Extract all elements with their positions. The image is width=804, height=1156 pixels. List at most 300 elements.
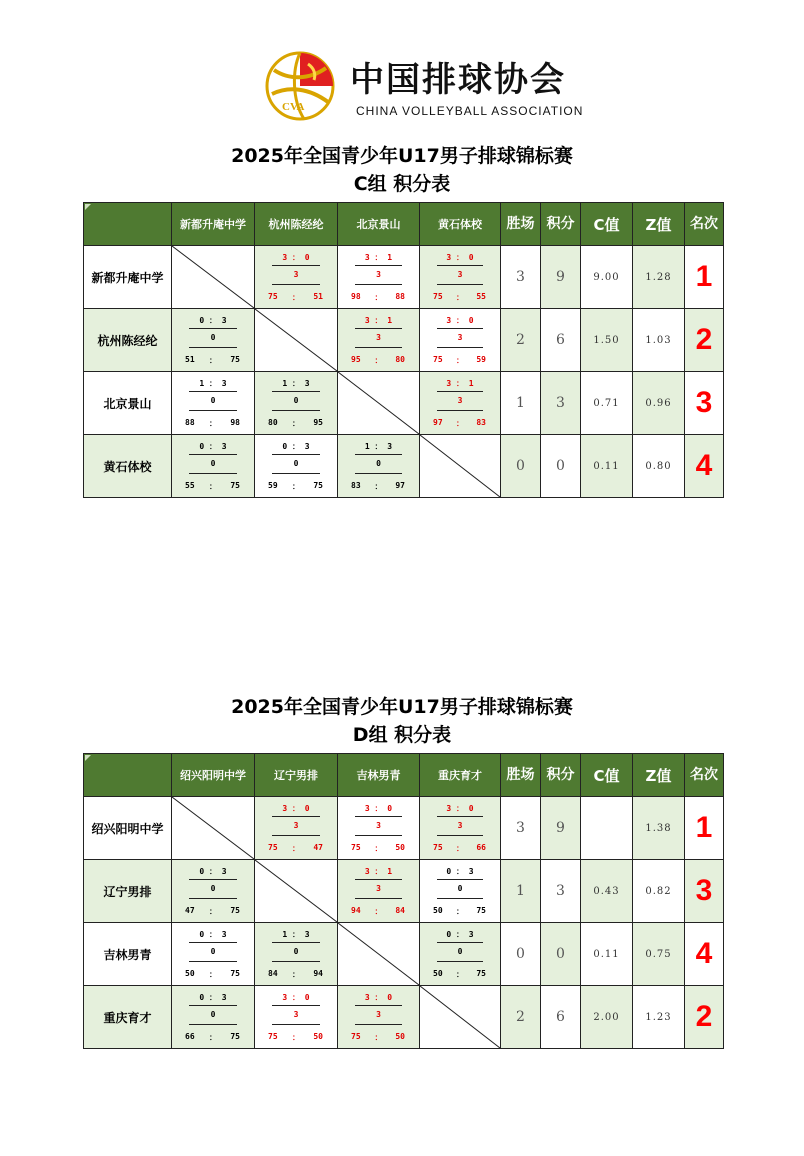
divider: [272, 1024, 320, 1025]
group-c-subtitle: C组 积分表: [353, 173, 451, 195]
self-match-cell: [172, 797, 255, 860]
match-result-cell: [172, 860, 255, 923]
rally-separator: ：: [292, 293, 300, 302]
set-score: 3 ： 1: [446, 379, 474, 388]
rally-points-against: 83: [476, 418, 486, 427]
set-score: 3 ： 0: [282, 253, 310, 262]
match-result: [338, 246, 419, 308]
corner-cell: [84, 754, 172, 797]
column-header-z-value: Z值: [633, 203, 685, 246]
divider: [355, 473, 402, 474]
rally-points-against: 75: [230, 355, 240, 364]
set-score: 0 ： 3: [199, 930, 227, 939]
rally-points-for: 50: [185, 969, 195, 978]
rally-points-against: 75: [313, 481, 323, 490]
match-points: 0: [210, 459, 216, 468]
set-score: 1 ： 3: [364, 442, 393, 451]
rally-points-against: 95: [313, 418, 323, 427]
set-score: 1 ： 3: [282, 930, 310, 939]
column-header-team: 辽宁男排: [255, 754, 338, 797]
column-header-rank: 名次: [685, 203, 724, 246]
logo-english-text: CHINA VOLLEYBALL ASSOCIATION: [356, 104, 584, 118]
match-points: 3: [376, 1010, 381, 1019]
rally-points-for: 75: [433, 292, 443, 301]
divider: [437, 942, 483, 943]
divider: [355, 879, 402, 880]
wins-value: 3: [501, 797, 541, 860]
match-points: 0: [376, 459, 381, 468]
divider: [272, 835, 320, 836]
rally-separator: ：: [292, 1033, 300, 1042]
match-result: [338, 860, 419, 922]
self-match-cell: [338, 923, 420, 986]
match-points: 0: [293, 459, 299, 468]
match-points: 0: [210, 396, 216, 405]
column-header-team: 杭州陈经纶: [255, 203, 338, 246]
column-header-c-value: C值: [581, 203, 633, 246]
c-value: 9.00: [581, 246, 633, 309]
divider: [355, 1005, 402, 1006]
divider: [272, 942, 320, 943]
rally-separator: ：: [456, 907, 464, 916]
rank-value: 1: [685, 797, 724, 860]
set-score: 1 ： 3: [282, 379, 310, 388]
row-team-name: 黄石体校: [84, 435, 172, 498]
rally-points-for: 75: [268, 292, 278, 301]
set-score: 1 ： 3: [199, 379, 227, 388]
match-result: [172, 435, 254, 497]
table-row: [84, 923, 724, 986]
divider: [189, 473, 237, 474]
match-result-cell: [338, 309, 420, 372]
self-match-cell: [255, 860, 338, 923]
rally-separator: ：: [209, 970, 217, 979]
diagonal-line: [420, 986, 500, 1048]
match-points: 0: [210, 1010, 216, 1019]
match-points: 3: [293, 270, 299, 279]
rally-separator: ：: [292, 970, 300, 979]
rank-value: 2: [685, 309, 724, 372]
rally-points-for: 75: [433, 355, 443, 364]
diagonal-line: [255, 309, 337, 371]
match-result: [255, 923, 337, 985]
rally-points-against: 55: [476, 292, 486, 301]
row-team-name: 新都升庵中学: [84, 246, 172, 309]
rally-points-against: 88: [395, 292, 405, 301]
divider: [189, 1005, 237, 1006]
set-score: 0 ： 3: [199, 442, 227, 451]
rally-points-against: 75: [476, 969, 486, 978]
z-value: 0.96: [633, 372, 685, 435]
match-result: [255, 372, 337, 434]
rally-points-for: 75: [351, 843, 361, 852]
rally-points-against: 75: [230, 906, 240, 915]
volleyball-emblem-icon: [264, 50, 336, 122]
match-result: [338, 986, 419, 1048]
column-header-c-value: C值: [581, 754, 633, 797]
wins-value: 2: [501, 309, 541, 372]
match-result-cell: [338, 797, 420, 860]
row-team-name: 杭州陈经纶: [84, 309, 172, 372]
diagonal-line: [420, 435, 500, 497]
column-header-z-value: Z值: [633, 754, 685, 797]
match-points: 3: [376, 333, 381, 342]
self-match-cell: [172, 246, 255, 309]
rally-points-for: 75: [268, 843, 278, 852]
match-result-cell: [338, 860, 420, 923]
match-result-cell: [255, 435, 338, 498]
match-result: [420, 860, 500, 922]
z-value: 1.28: [633, 246, 685, 309]
divider: [355, 265, 402, 266]
match-points: 3: [457, 270, 463, 279]
divider: [437, 961, 483, 962]
set-score: 0 ： 3: [282, 442, 310, 451]
match-result-cell: [338, 986, 420, 1049]
rally-separator: ：: [209, 482, 217, 491]
points-value: 3: [541, 372, 581, 435]
diagonal-line: [338, 923, 419, 985]
divider: [189, 454, 237, 455]
match-result: [172, 860, 254, 922]
diagonal-line: [255, 860, 337, 922]
z-value: 1.38: [633, 797, 685, 860]
set-score: 0 ： 3: [199, 316, 227, 325]
row-team-name: 辽宁男排: [84, 860, 172, 923]
rally-points-for: 75: [351, 1032, 361, 1041]
self-match-cell: [420, 986, 501, 1049]
self-match-cell: [420, 435, 501, 498]
points-value: 9: [541, 246, 581, 309]
self-match-cell: [338, 372, 420, 435]
column-header-wins: 胜场: [501, 203, 541, 246]
divider: [355, 835, 402, 836]
points-value: 6: [541, 309, 581, 372]
match-result: [420, 246, 500, 308]
rally-separator: ：: [209, 1033, 217, 1042]
column-header-team: 重庆育才: [420, 754, 501, 797]
rally-points-for: 97: [433, 418, 443, 427]
rally-separator: ：: [292, 844, 300, 853]
divider: [437, 265, 483, 266]
rally-points-against: 97: [395, 481, 405, 490]
divider: [272, 265, 320, 266]
corner-cell: [84, 203, 172, 246]
rally-separator: ：: [456, 844, 464, 853]
row-team-name: 重庆育才: [84, 986, 172, 1049]
table-row: [84, 372, 724, 435]
set-score: 3 ： 0: [364, 804, 393, 813]
divider: [272, 391, 320, 392]
z-value: 1.03: [633, 309, 685, 372]
set-score: 0 ： 3: [446, 867, 474, 876]
match-points: 3: [376, 884, 381, 893]
c-value: 0.11: [581, 435, 633, 498]
points-value: 0: [541, 923, 581, 986]
rank-value: 1: [685, 246, 724, 309]
match-points: 0: [210, 333, 216, 342]
rally-points-against: 50: [313, 1032, 323, 1041]
rally-separator: ：: [209, 356, 217, 365]
match-points: 0: [457, 884, 463, 893]
divider: [437, 898, 483, 899]
divider: [272, 284, 320, 285]
column-header-team: 吉林男青: [338, 754, 420, 797]
column-header-team: 绍兴阳明中学: [172, 754, 255, 797]
match-result-cell: [420, 860, 501, 923]
divider: [272, 410, 320, 411]
rally-points-for: 94: [351, 906, 361, 915]
rally-points-for: 47: [185, 906, 195, 915]
match-points: 3: [457, 396, 463, 405]
set-score: 3 ： 0: [446, 253, 474, 262]
divider: [355, 816, 402, 817]
match-result-cell: [255, 797, 338, 860]
rally-points-for: 59: [268, 481, 278, 490]
rank-value: 2: [685, 986, 724, 1049]
match-result: [420, 309, 500, 371]
divider: [355, 284, 402, 285]
rally-points-against: 75: [230, 481, 240, 490]
row-team-name: 北京景山: [84, 372, 172, 435]
wins-value: 1: [501, 860, 541, 923]
divider: [189, 942, 237, 943]
rally-points-for: 75: [433, 843, 443, 852]
match-result-cell: [420, 923, 501, 986]
c-value: 2.00: [581, 986, 633, 1049]
match-result-cell: [172, 435, 255, 498]
match-result: [172, 372, 254, 434]
z-value: 0.82: [633, 860, 685, 923]
z-value: 0.80: [633, 435, 685, 498]
match-points: 3: [293, 821, 299, 830]
self-match-cell: [255, 309, 338, 372]
rally-separator: ：: [374, 907, 383, 916]
rank-value: 3: [685, 860, 724, 923]
match-result-cell: [255, 986, 338, 1049]
table-row: [84, 797, 724, 860]
rally-separator: ：: [456, 419, 464, 428]
match-result-cell: [172, 923, 255, 986]
set-score: 3 ： 0: [446, 316, 474, 325]
rally-points-against: 59: [476, 355, 486, 364]
set-score: 0 ： 3: [199, 867, 227, 876]
match-result: [172, 309, 254, 371]
set-score: 3 ： 0: [282, 804, 310, 813]
column-header-team: 黄石体校: [420, 203, 501, 246]
match-result-cell: [420, 797, 501, 860]
match-result: [255, 986, 337, 1048]
match-result: [420, 372, 500, 434]
rally-separator: ：: [374, 844, 383, 853]
wins-value: 1: [501, 372, 541, 435]
column-header-points: 积分: [541, 754, 581, 797]
match-result: [172, 986, 254, 1048]
diagonal-line: [172, 797, 254, 859]
rally-points-for: 66: [185, 1032, 195, 1041]
match-result-cell: [172, 372, 255, 435]
set-score: 3 ： 1: [364, 253, 393, 262]
c-value: 0.43: [581, 860, 633, 923]
match-points: 3: [376, 270, 381, 279]
rally-separator: ：: [456, 293, 464, 302]
table-row: [84, 309, 724, 372]
match-points: 3: [457, 821, 463, 830]
rally-separator: ：: [374, 293, 383, 302]
set-score: 0 ： 3: [199, 993, 227, 1002]
rally-points-against: 50: [395, 843, 405, 852]
rally-points-against: 94: [313, 969, 323, 978]
match-result-cell: [420, 372, 501, 435]
match-result-cell: [255, 923, 338, 986]
group-d-title: 2025年全国青少年U17男子排球锦标赛: [231, 696, 573, 718]
match-points: 0: [210, 947, 216, 956]
rally-points-for: 50: [433, 906, 443, 915]
match-result-cell: [420, 309, 501, 372]
row-team-name: 吉林男青: [84, 923, 172, 986]
divider: [189, 391, 237, 392]
table-row: [84, 986, 724, 1049]
set-score: 3 ： 1: [364, 867, 393, 876]
rally-points-against: 84: [395, 906, 405, 915]
rally-points-for: 88: [185, 418, 195, 427]
points-value: 3: [541, 860, 581, 923]
c-value: [581, 797, 633, 860]
match-result-cell: [420, 246, 501, 309]
column-header-rank: 名次: [685, 754, 724, 797]
divider: [189, 1024, 237, 1025]
match-result: [338, 435, 419, 497]
rally-separator: ：: [209, 419, 217, 428]
match-result: [255, 435, 337, 497]
svg-text:CVA: CVA: [282, 101, 305, 113]
rally-points-for: 95: [351, 355, 361, 364]
match-points: 0: [457, 947, 463, 956]
rank-value: 4: [685, 923, 724, 986]
c-value: 1.50: [581, 309, 633, 372]
rally-separator: ：: [292, 419, 300, 428]
set-score: 3 ： 0: [446, 804, 474, 813]
divider: [272, 816, 320, 817]
table-row: [84, 246, 724, 309]
divider: [272, 454, 320, 455]
rally-separator: ：: [456, 356, 464, 365]
rally-points-against: 47: [313, 843, 323, 852]
points-value: 6: [541, 986, 581, 1049]
rally-separator: ：: [292, 482, 300, 491]
diagonal-line: [172, 246, 254, 308]
column-header-wins: 胜场: [501, 754, 541, 797]
rally-points-for: 51: [185, 355, 195, 364]
rally-points-for: 75: [268, 1032, 278, 1041]
column-header-points: 积分: [541, 203, 581, 246]
rally-points-against: 50: [395, 1032, 405, 1041]
divider: [189, 347, 237, 348]
divider: [272, 473, 320, 474]
c-value: 0.71: [581, 372, 633, 435]
match-points: 0: [210, 884, 216, 893]
rally-points-for: 98: [351, 292, 361, 301]
set-score: 0 ： 3: [446, 930, 474, 939]
divider: [437, 879, 483, 880]
group-c-standings-table: [83, 202, 724, 498]
wins-value: 0: [501, 923, 541, 986]
group-d-subtitle: D组 积分表: [352, 724, 452, 746]
rally-points-against: 98: [230, 418, 240, 427]
match-result: [255, 246, 337, 308]
divider: [189, 328, 237, 329]
rally-points-against: 75: [230, 1032, 240, 1041]
group-c-title: 2025年全国青少年U17男子排球锦标赛: [231, 145, 573, 167]
rank-value: 3: [685, 372, 724, 435]
divider: [189, 410, 237, 411]
rally-points-against: 80: [395, 355, 405, 364]
match-result-cell: [172, 986, 255, 1049]
divider: [437, 328, 483, 329]
logo-chinese-text: 中国排球协会: [350, 60, 566, 100]
divider: [355, 1024, 402, 1025]
rally-points-for: 55: [185, 481, 195, 490]
rally-points-against: 75: [476, 906, 486, 915]
divider: [355, 347, 402, 348]
rally-separator: ：: [456, 970, 464, 979]
set-score: 3 ： 0: [364, 993, 393, 1002]
rally-points-against: 66: [476, 843, 486, 852]
rally-points-for: 50: [433, 969, 443, 978]
match-result: [172, 923, 254, 985]
match-result-cell: [338, 435, 420, 498]
rally-points-for: 84: [268, 969, 278, 978]
match-result: [338, 309, 419, 371]
match-points: 3: [376, 821, 381, 830]
divider: [437, 347, 483, 348]
rally-separator: ：: [374, 1033, 383, 1042]
rally-points-for: 83: [351, 481, 361, 490]
diagonal-line: [338, 372, 419, 434]
rally-points-against: 51: [313, 292, 323, 301]
column-header-team: 北京景山: [338, 203, 420, 246]
match-points: 0: [293, 947, 299, 956]
match-result: [420, 797, 500, 859]
wins-value: 3: [501, 246, 541, 309]
divider: [355, 328, 402, 329]
row-team-name: 绍兴阳明中学: [84, 797, 172, 860]
rally-separator: ：: [374, 482, 383, 491]
match-result-cell: [255, 246, 338, 309]
rally-points-for: 80: [268, 418, 278, 427]
match-points: 3: [293, 1010, 299, 1019]
divider: [355, 898, 402, 899]
wins-value: 2: [501, 986, 541, 1049]
divider: [437, 816, 483, 817]
match-result-cell: [172, 309, 255, 372]
rank-value: 4: [685, 435, 724, 498]
divider: [272, 961, 320, 962]
match-points: 0: [293, 396, 299, 405]
divider: [189, 898, 237, 899]
rally-separator: ：: [374, 356, 383, 365]
divider: [189, 961, 237, 962]
match-result: [420, 923, 500, 985]
set-score: 3 ： 0: [282, 993, 310, 1002]
table-row: [84, 435, 724, 498]
rally-points-against: 75: [230, 969, 240, 978]
z-value: 1.23: [633, 986, 685, 1049]
column-header-team: 新都升庵中学: [172, 203, 255, 246]
points-value: 9: [541, 797, 581, 860]
match-result-cell: [255, 372, 338, 435]
rally-separator: ：: [209, 907, 217, 916]
